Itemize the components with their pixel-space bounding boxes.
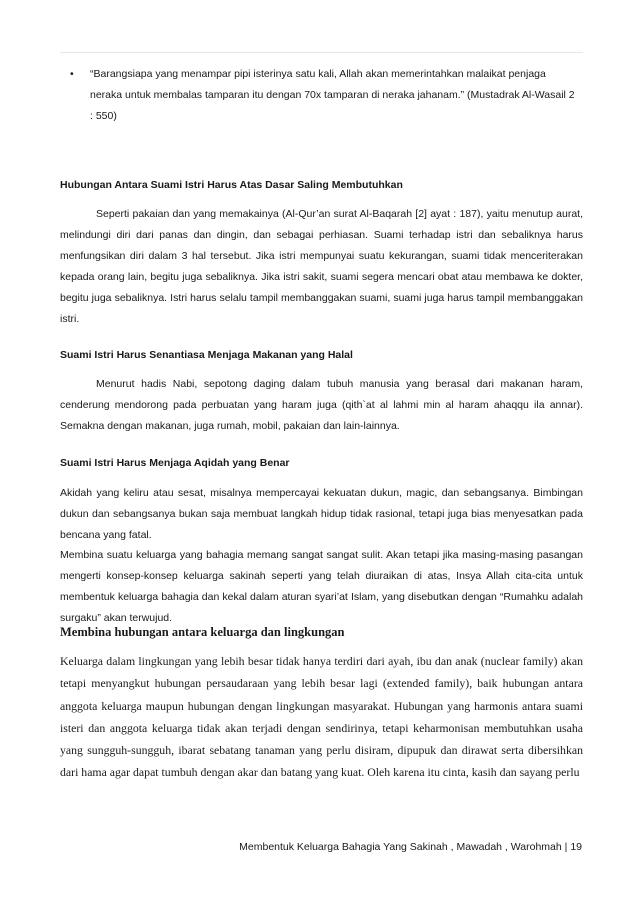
bullet-icon: •: [70, 68, 74, 80]
page-number: 19: [570, 841, 582, 853]
section-body-lingkungan: Keluarga dalam lingkungan yang lebih besar tidak hanya terdiri dari ayah, ibu dan anak (nuclear family) akan tetapi menyangkut hubungan persaudaraan yang lebih besar lagi (extended family), baik hubungan antara anggota keluarga maupun hubungan dengan lingkungan masyarakat. Hubungan yang harmonis antara suami isteri dan anggota keluarga tidak akan terjadi dengan sendirinya, tetapi keharmonisan membutuhkan usaha yang sungguh-sungguh, ibarat sebatang tanaman yang perlu disiram, dipupuk dan dirawat serta dibersihkan dari hama agar dapat tumbuh dengan akar dan batang yang kuat. Oleh karena itu cinta, kasih dan sayang perlu: [60, 654, 583, 780]
section-heading-makanan-halal: Suami Istri Harus Senantiasa Menjaga Makanan yang Halal: [60, 349, 353, 361]
quote-bullet-item: [64, 64, 580, 127]
footer-title: Membentuk Keluarga Bahagia Yang Sakinah , Mawadah , Warohmah: [239, 841, 562, 853]
section-body-aqidah: Akidah yang keliru atau sesat, misalnya mempercayai kekuatan dukun, magic, dan sebangsanya. Bimbingan dukun dan sebangsanya bukan saja membuat langkah hidup tidak rasional, tetapi juga bias menyesatkan pada bencana yang fatal.: [60, 487, 583, 541]
section-heading-aqidah: Suami Istri Harus Menjaga Aqidah yang Benar: [60, 457, 290, 469]
quote-text: “Barangsiapa yang menampar pipi isterinya satu kali, Allah akan memerintahkan malaikat penjaga neraka untuk membalas tamparan itu dengan 70x tamparan di neraka jahanam.” (Mustadrak Al-Wasail 2 : 550): [90, 68, 575, 122]
section-body-makanan-halal: Menurut hadis Nabi, sepotong daging dalam tubuh manusia yang berasal dari makanan haram, cenderung mendorong pada perbuatan yang haram juga (qith`at al lahmi min al haram ahaqqu ila annar). Semakna dengan makanan, juga rumah, mobil, pakaian dan lain-lainnya.: [60, 378, 583, 432]
section-body-saling-membutuhkan: Seperti pakaian dan yang memakainya (Al-Qur’an surat Al-Baqarah [2] ayat : 187), yaitu menutup aurat, melindungi diri dari panas dan dingin, dan sebagai perhiasan. Suami terhadap istri dan sebaliknya harus menfungsikan diri dalam 3 hal tersebut. Jika istri mempunyai suatu kekurangan, suami tidak menceriterakan kepada orang lain, begitu juga sebaliknya. Jika istri sakit, suami segera mencari obat atau membawa ke dokter, begitu juga sebaliknya. Istri harus selalu tampil membanggakan suami, suami juga harus tampil membanggakan istri.: [60, 208, 583, 325]
header-divider: [60, 52, 583, 53]
section-body-membina-keluarga: Membina suatu keluarga yang bahagia memang sangat sangat sulit. Akan tetapi jika masing-masing pasangan mengerti konsep-konsep keluarga sakinah seperti yang telah diuraikan di atas, Insya Allah cita-cita untuk membentuk keluarga bahagia dan kekal dalam aturan syari’at Islam, yang disebutkan dengan “Rumahku adalah surgaku” akan terwujud.: [60, 549, 583, 624]
page-footer: [239, 840, 582, 854]
section-heading-lingkungan: Membina hubungan antara keluarga dan lingkungan: [60, 625, 345, 639]
footer-separator: |: [564, 841, 568, 853]
section-heading-saling-membutuhkan: Hubungan Antara Suami Istri Harus Atas Dasar Saling Membutuhkan: [60, 179, 403, 191]
